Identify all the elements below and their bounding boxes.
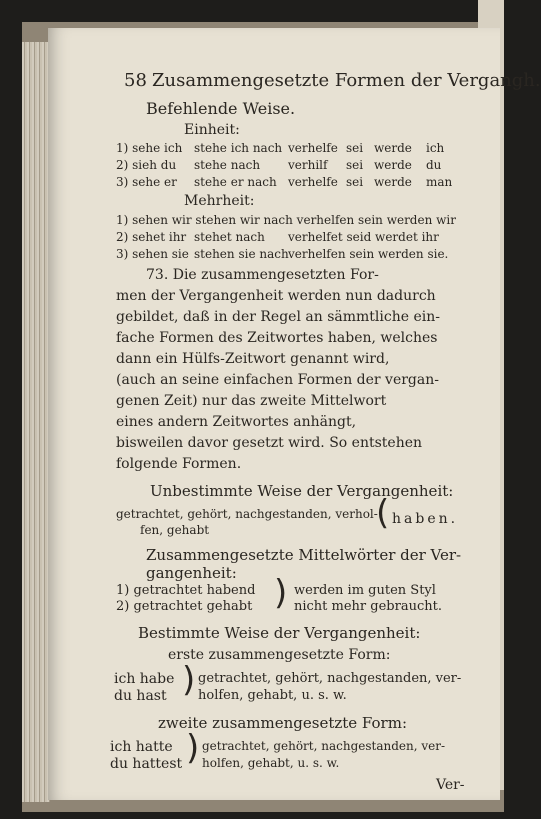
paragraph-line: folgende Formen. <box>116 456 242 472</box>
conj-cell: stehe nach <box>194 158 261 172</box>
conj-row: 1) sehen wir stehen wir nach verhelfen sein werden wir <box>116 213 456 227</box>
participle-note: nicht mehr gebraucht. <box>294 599 442 614</box>
conj-cell: verhelfen sein werden sie. <box>288 247 449 261</box>
indefinite-line: fen, gehabt <box>140 523 210 537</box>
paragraph-line: men der Vergangenheit werden nun dadurch <box>116 288 436 304</box>
participle-row: 2) getrachtet gehabt <box>116 599 253 614</box>
participle-note: werden im guten Styl <box>294 583 436 598</box>
page-stack-edge <box>22 42 50 802</box>
conj-cell: verhelfe <box>288 175 338 189</box>
conj-cell: sei <box>346 158 364 172</box>
conj-cell: sei <box>346 175 364 189</box>
conj-cell: verhilf <box>288 158 328 172</box>
brace: ) <box>186 728 200 768</box>
conj-cell: man <box>426 175 453 189</box>
catchword: Ver- <box>436 777 465 793</box>
conj-cell: du <box>426 158 442 172</box>
conj-cell: werde <box>374 175 412 189</box>
indefinite-line: getrachtet, gehört, nachgestanden, verhol- <box>116 507 378 521</box>
conj-cell: werde <box>374 158 412 172</box>
running-title: Zusammengesetzte Formen der Vergangh. <box>152 70 541 91</box>
paragraph-line: 73. Die zusammengesetzten For- <box>146 267 379 283</box>
page-number: 58 <box>124 70 147 91</box>
paragraph-line: fache Formen des Zeitwortes haben, welches <box>116 330 438 346</box>
conj-cell: verhelfet seid werdet ihr <box>288 230 439 244</box>
pronoun-verb: du hattest <box>110 756 183 772</box>
participle-list: holfen, gehabt, u. s. w. <box>202 756 340 770</box>
conj-cell: stehet nach <box>194 230 265 244</box>
paragraph-line: eines andern Zeitwortes anhängt, <box>116 414 357 430</box>
pronoun-verb: ich habe <box>114 671 175 687</box>
participle-list: holfen, gehabt, u. s. w. <box>198 688 347 703</box>
conj-cell: 3) sehe er <box>116 175 177 189</box>
pronoun-verb: ich hatte <box>110 739 173 755</box>
conj-cell: stehe er nach <box>194 175 277 189</box>
conj-cell: 1) sehe ich <box>116 141 183 155</box>
participle-list: getrachtet, gehört, nachgestanden, ver- <box>198 671 462 686</box>
brace: ) <box>182 660 196 700</box>
paragraph-line: bisweilen davor gesetzt wird. So entstehen <box>116 435 423 451</box>
participle-list: getrachtet, gehört, nachgestanden, ver- <box>202 739 446 753</box>
brace: ( <box>376 493 390 533</box>
section-title-imperative: Befehlende Weise. <box>146 99 296 118</box>
conj-cell: 2) sehet ihr <box>116 230 187 244</box>
conj-cell: sei <box>346 141 364 155</box>
subtitle-second-form: zweite zusammengesetzte Form: <box>158 714 408 732</box>
paragraph-line: dann ein Hülfs-Zeitwort genannt wird, <box>116 351 390 367</box>
indefinite-verb: haben. <box>392 511 459 527</box>
conj-cell: verhelfe <box>288 141 338 155</box>
pronoun-verb: du hast <box>114 688 167 704</box>
conj-cell: 2) sieh du <box>116 158 177 172</box>
brace: ) <box>274 573 288 613</box>
conj-cell: stehen sie nach <box>194 247 289 261</box>
section-title-indefinite: Unbestimmte Weise der Vergangenheit: <box>150 482 454 500</box>
section-title-participles-cont: gangenheit: <box>146 564 237 582</box>
paragraph-line: (auch an seine einfachen Formen der vergan- <box>116 372 439 388</box>
paragraph-line: gebildet, daß in der Regel an sämmtliche ein- <box>116 309 440 325</box>
section-title-definite: Bestimmte Weise der Vergangenheit: <box>138 624 421 642</box>
paragraph-line: genen Zeit) nur das zweite Mittelwort <box>116 393 387 409</box>
book-page <box>48 28 541 800</box>
conj-cell: ich <box>426 141 445 155</box>
conj-cell: 3) sehen sie <box>116 247 189 261</box>
subtitle-first-form: erste zusammengesetzte Form: <box>168 647 391 663</box>
plural-label: Mehrheit: <box>184 193 255 209</box>
participle-row: 1) getrachtet habend <box>116 583 256 598</box>
conj-cell: stehe ich nach <box>194 141 283 155</box>
singular-label: Einheit: <box>184 122 240 138</box>
section-title-participles: Zusammengesetzte Mittelwörter der Ver- <box>146 546 462 564</box>
conj-cell: werde <box>374 141 412 155</box>
